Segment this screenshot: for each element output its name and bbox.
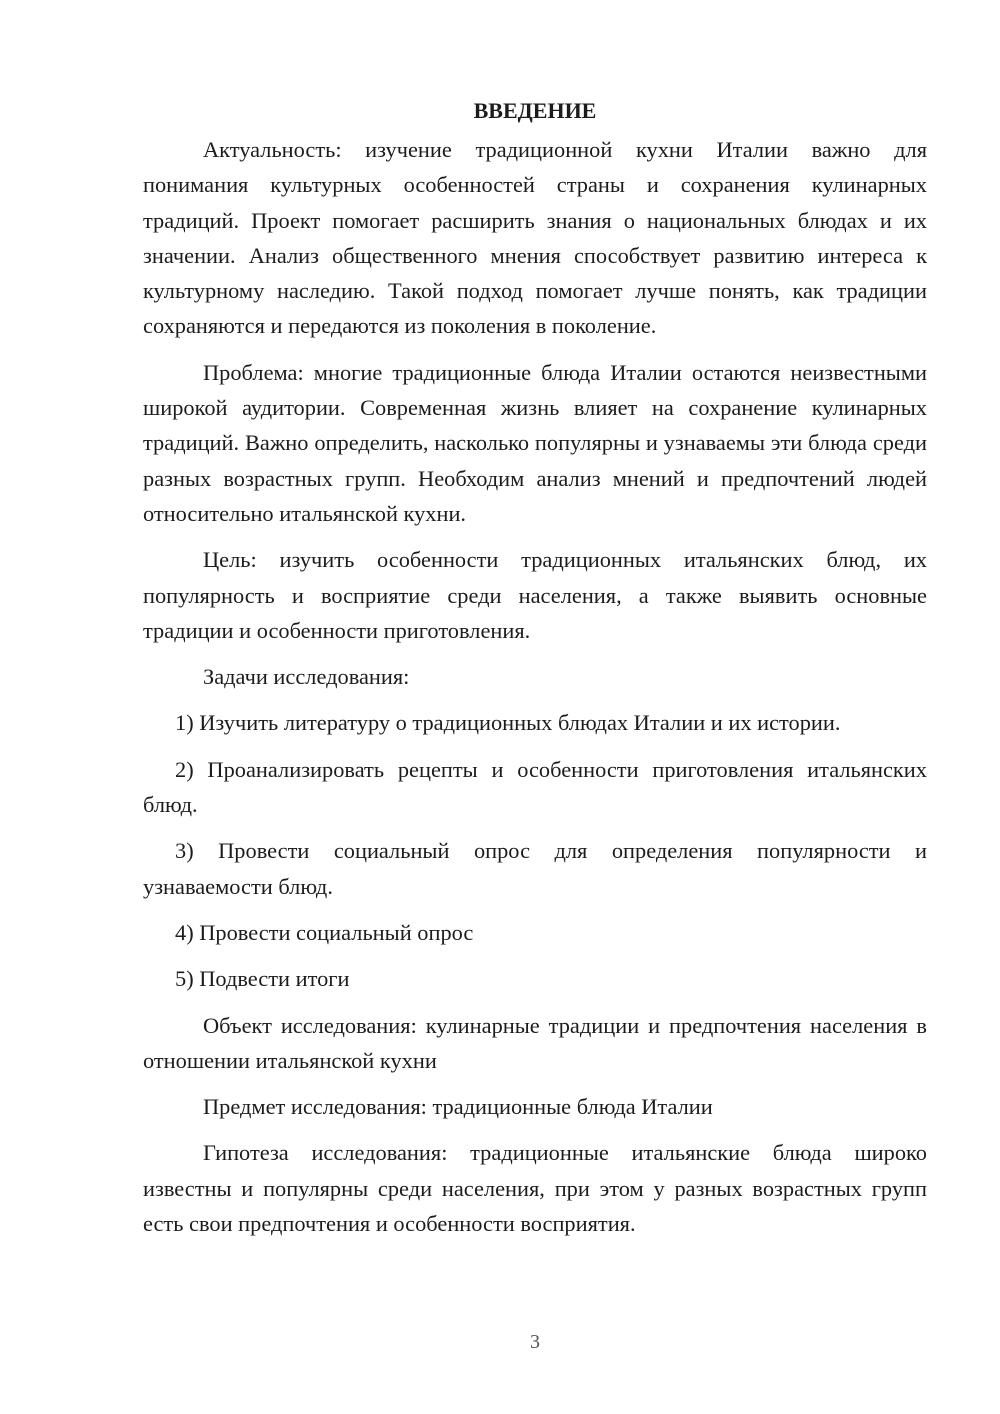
paragraph-hypothesis: Гипотеза исследования: традиционные итальянские блюда широко известны и популярны среди населения, при этом у разных возрастных групп есть свои предпочтения и особенности восприятия. <box>143 1140 927 1237</box>
task-item-2: 2) Проанализировать рецепты и особенности приготовления итальянских блюд. <box>143 756 927 818</box>
task-item-1: 1) Изучить литературу о традиционных блюдах Италии и их истории. <box>175 710 841 736</box>
section-title: ВВЕДЕНИЕ <box>473 98 597 123</box>
task-item-5: 5) Подвести итоги <box>175 966 350 992</box>
paragraph-relevance: Актуальность: изучение традиционной кухни Италии важно для понимания культурных особенностей страны и сохранения кулинарных традиций. Проект помогает расширить знания о национальных блюдах и их значении. Анализ общественного мнения способствует развитию интереса к культурному наследию. Такой подход помогает лучше понять, как традиции сохраняются и передаются из поколения в поколение. <box>143 137 927 339</box>
paragraph-problem: Проблема: многие традиционные блюда Италии остаются неизвестными широкой аудитории. Современная жизнь влияет на сохранение кулинарных традиций. Важно определить, насколько популярны и узнаваемы эти блюда среди разных возрастных групп. Необходим анализ мнений и предпочтений людей относительно итальянской кухни. <box>143 359 927 526</box>
paragraph-subject: Предмет исследования: традиционные блюда Италии <box>203 1094 713 1120</box>
paragraph-object: Объект исследования: кулинарные традиции и предпочтения населения в отношении итальянской кухни <box>143 1012 927 1073</box>
task-item-4: 4) Провести социальный опрос <box>175 919 474 945</box>
paragraph-goal: Цель: изучить особенности традиционных итальянских блюд, их популярность и восприятие среди населения, а также выявить основные традиции и особенности приготовления. <box>143 547 927 643</box>
paragraph-tasks-heading: Задачи исследования: <box>203 664 410 690</box>
document-page <box>143 96 927 1252</box>
page-number: 3 <box>530 1331 540 1353</box>
task-item-3: 3) Провести социальный опрос для определения популярности и узнаваемости блюд. <box>143 838 927 899</box>
